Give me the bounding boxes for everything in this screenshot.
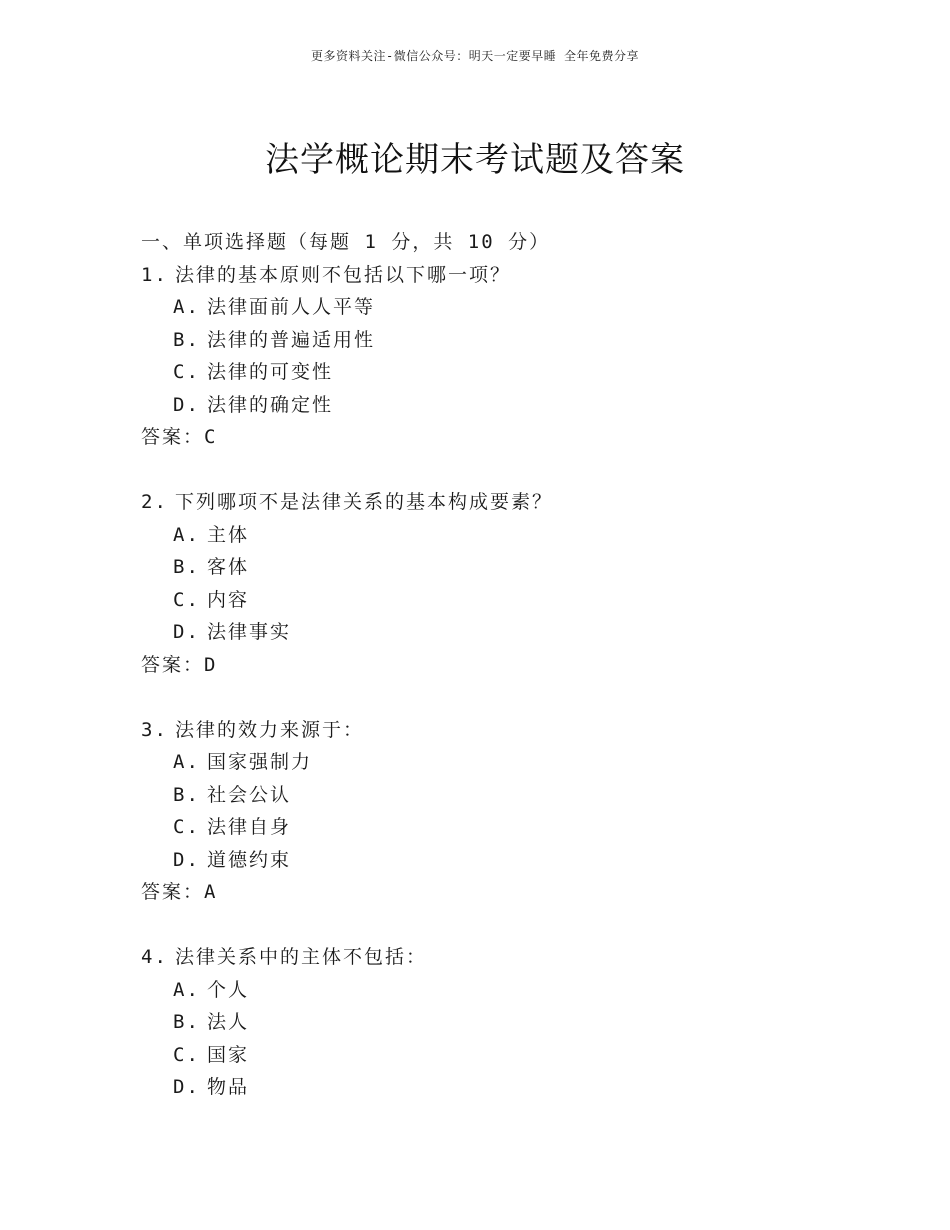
option-a — [141, 519, 841, 552]
document-title: 法学概论期末考试题及答案 — [265, 140, 685, 180]
option-text: 客体 — [207, 556, 250, 578]
spacer — [141, 909, 841, 942]
option-d — [141, 844, 841, 877]
question-number: 2. — [141, 491, 168, 513]
option-letter: B. — [173, 783, 200, 806]
option-letter: A. — [173, 296, 200, 318]
option-text: 法律的确定性 — [207, 393, 334, 416]
spacer — [141, 681, 841, 714]
answer: 答案：C — [141, 426, 218, 448]
option-letter: A. — [173, 978, 200, 1001]
question-number: 3. — [141, 718, 168, 741]
option-text: 法律的普遍适用性 — [207, 328, 376, 351]
exam-content — [141, 226, 841, 1104]
option-letter: C. — [173, 361, 200, 383]
option-letter: B. — [173, 328, 200, 351]
option-letter: B. — [173, 1011, 200, 1033]
option-c — [141, 356, 841, 389]
question-2 — [141, 486, 841, 681]
question-stem — [141, 259, 841, 292]
spacer — [141, 454, 841, 487]
question-text: 法律的基本原则不包括以下哪一项？ — [175, 263, 512, 286]
question-stem — [141, 941, 841, 974]
option-text: 主体 — [207, 523, 250, 546]
option-d — [141, 1071, 841, 1104]
option-letter: D. — [173, 621, 200, 643]
option-b — [141, 1006, 841, 1039]
option-text: 法人 — [207, 1011, 250, 1033]
option-letter: A. — [173, 523, 200, 546]
question-1 — [141, 259, 841, 454]
option-c — [141, 1039, 841, 1072]
option-letter: D. — [173, 1076, 200, 1098]
section-heading: 一、单项选择题（每题 1 分，共 10 分） — [141, 231, 551, 253]
option-letter: D. — [173, 848, 200, 871]
option-letter: B. — [173, 556, 200, 578]
question-3 — [141, 714, 841, 909]
question-4 — [141, 941, 841, 1104]
option-letter: C. — [173, 1043, 200, 1066]
option-a — [141, 291, 841, 324]
option-b — [141, 324, 841, 357]
question-text: 法律关系中的主体不包括： — [175, 946, 428, 968]
option-a — [141, 746, 841, 779]
answer: 答案：D — [141, 653, 218, 676]
question-stem — [141, 714, 841, 747]
question-number: 4. — [141, 946, 168, 968]
option-b — [141, 779, 841, 812]
option-letter: C. — [173, 816, 200, 838]
header-note: 更多资料关注-微信公众号：明天一定要早睡 全年免费分享 — [311, 49, 639, 63]
question-stem — [141, 486, 841, 519]
option-c — [141, 584, 841, 617]
option-text: 法律事实 — [207, 621, 292, 643]
question-number: 1. — [141, 263, 168, 286]
option-text: 国家 — [207, 1043, 250, 1066]
option-text: 物品 — [207, 1076, 250, 1098]
option-text: 国家强制力 — [207, 751, 313, 773]
option-letter: A. — [173, 751, 200, 773]
option-text: 道德约束 — [207, 848, 292, 871]
option-letter: D. — [173, 393, 200, 416]
option-text: 法律面前人人平等 — [207, 296, 376, 318]
option-text: 法律的可变性 — [207, 361, 334, 383]
option-b — [141, 551, 841, 584]
option-text: 个人 — [207, 978, 250, 1001]
option-a — [141, 974, 841, 1007]
option-d — [141, 616, 841, 649]
answer: 答案：A — [141, 881, 218, 903]
option-letter: C. — [173, 588, 200, 611]
option-text: 内容 — [207, 588, 250, 611]
option-text: 社会公认 — [207, 783, 292, 806]
option-c — [141, 811, 841, 844]
question-text: 法律的效力来源于： — [175, 718, 365, 741]
option-d — [141, 389, 841, 422]
option-text: 法律自身 — [207, 816, 292, 838]
question-text: 下列哪项不是法律关系的基本构成要素？ — [175, 491, 554, 513]
